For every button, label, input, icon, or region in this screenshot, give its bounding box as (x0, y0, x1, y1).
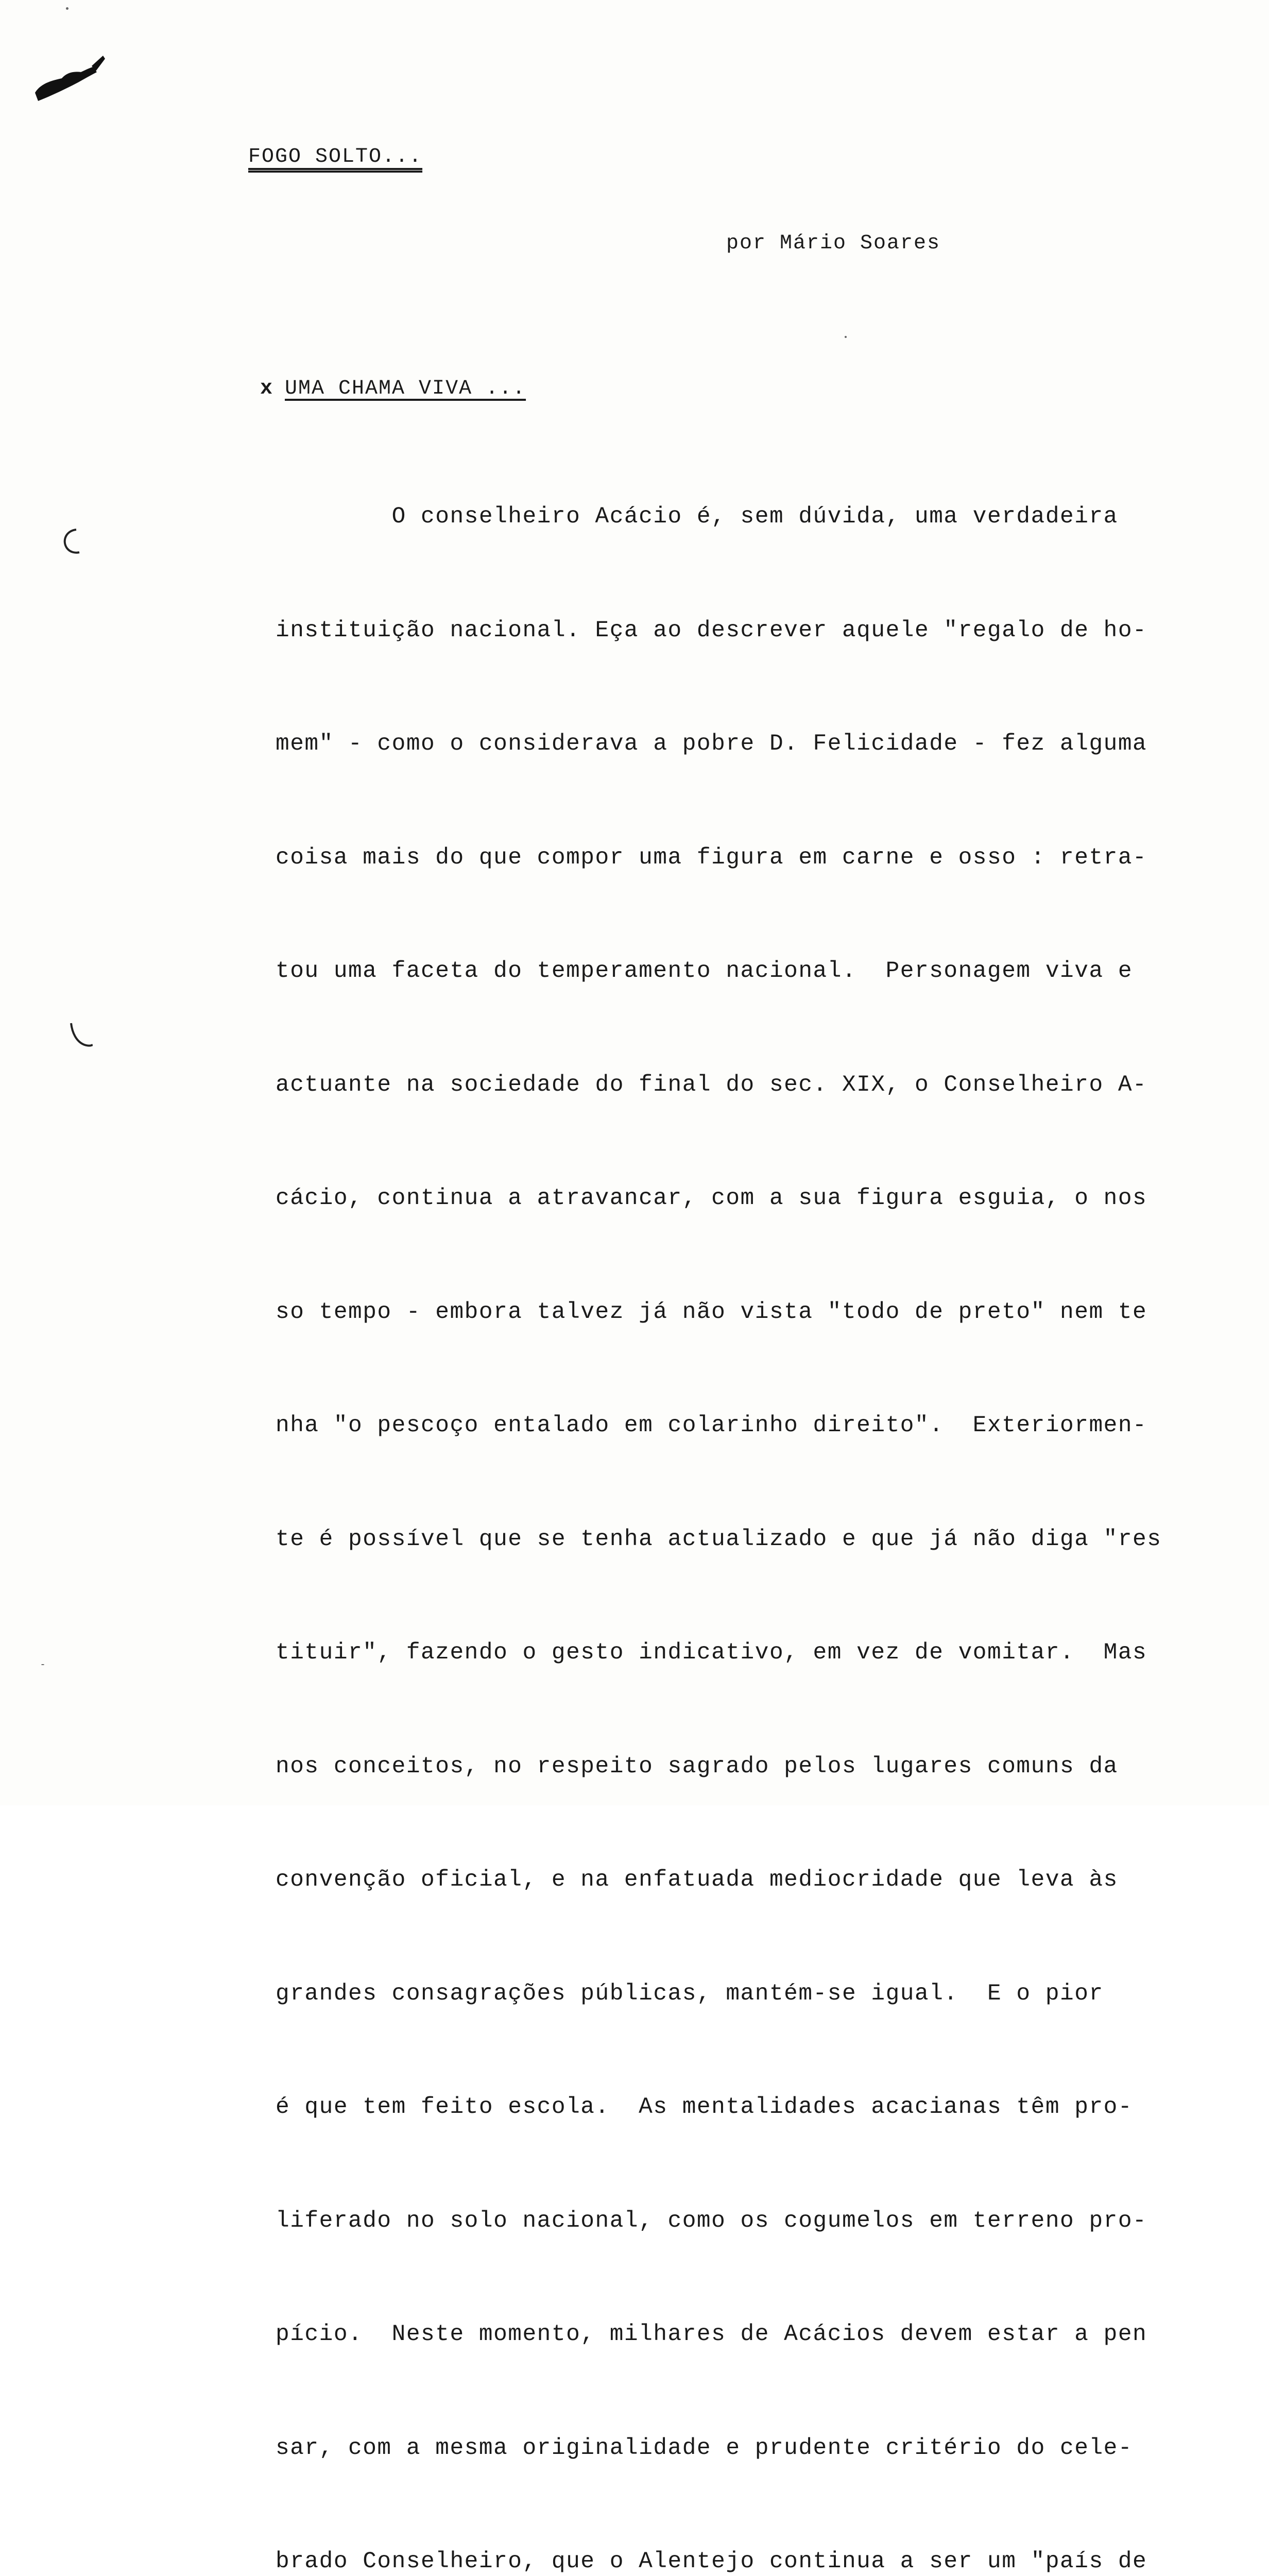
text-line: cácio, continua a atravancar, com a sua figura esguia, o nos (276, 1185, 1147, 1211)
text-line: coisa mais do que compor uma figura em carne e osso : retra- (276, 844, 1147, 871)
punch-hole-mark (56, 526, 81, 556)
text-line: so tempo - embora talvez já não vista "todo de preto" nem te (276, 1299, 1147, 1325)
text-line: actuante na sociedade do final do sec. XIX, o Conselheiro A- (276, 1072, 1147, 1098)
text-line: sar, com a mesma originalidade e prudente critério do cele- (276, 2435, 1133, 2461)
body-text (276, 422, 1208, 2576)
text-line: é que tem feito escola. As mentalidades acacianas têm pro- (276, 2094, 1133, 2120)
paper-speck (41, 1664, 44, 1665)
section-heading: UMA CHAMA VIVA ... (285, 377, 526, 400)
text-line: tituir", fazendo o gesto indicativo, em vez de vomitar. Mas (276, 1640, 1147, 1666)
text-line: O conselheiro Acácio é, sem dúvida, uma verdadeira (276, 504, 1118, 530)
text-line: nos conceitos, no respeito sagrado pelos lugares comuns da (276, 1753, 1118, 1780)
text-line: tou uma faceta do temperamento nacional. Personagem viva e (276, 958, 1133, 984)
text-line: grandes consagrações públicas, mantém-se igual. E o pior (276, 1980, 1104, 2007)
section-heading-row (260, 377, 526, 400)
text-line: pício. Neste momento, milhares de Acácios devem estar a pen (276, 2321, 1147, 2347)
text-line: nha "o pescoço entalado em colarinho direito". Exteriormen- (276, 1413, 1147, 1438)
paper-speck (845, 336, 847, 338)
document-title: FOGO SOLTO... (248, 145, 423, 168)
text-line: convenção oficial, e na enfatuada mediocridade que leva às (276, 1867, 1118, 1893)
ink-blot-mark (31, 52, 108, 108)
text-line: instituição nacional. Eça ao descrever aquele "regalo de ho- (276, 617, 1147, 643)
text-line: te é possível que se tenha actualizado e que já não diga "res (276, 1526, 1162, 1552)
section-mark: x (260, 377, 274, 400)
paper-speck (66, 7, 68, 10)
author-byline: por Mário Soares (726, 232, 941, 255)
text-line: liferado no solo nacional, como os cogumelos em terreno pro- (276, 2208, 1147, 2234)
text-line: mem" - como o considerava a pobre D. Felicidade - fez alguma (276, 731, 1147, 757)
text-line: brado Conselheiro, que o Alentejo continua a ser um "país de (276, 2549, 1147, 2574)
punch-hole-mark (67, 1020, 93, 1051)
